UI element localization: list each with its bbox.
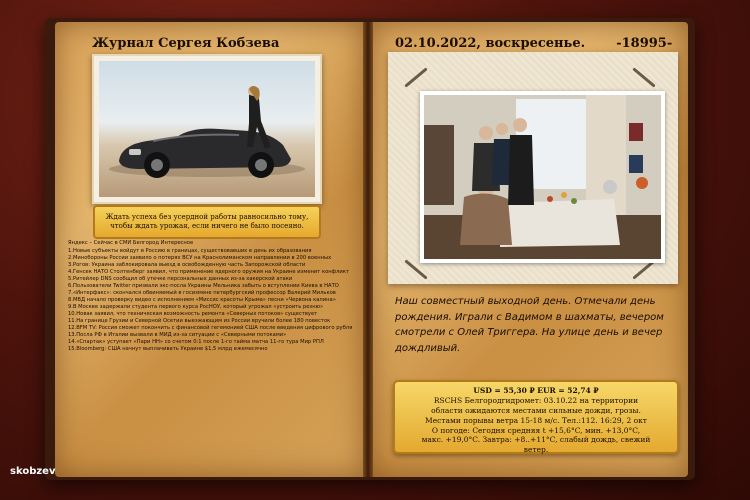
diary-entry-text: Наш совместный выходной день. Отмечали день рождения. Играли с Вадимом в шахматы, вечером смотрели с Олей Триггера. На улице день и вечер дождливый. (395, 296, 664, 354)
entry-date: 02.10.2022, воскресенье. (395, 36, 586, 51)
news-item[interactable]: 15.Bloomberg: США начнут выплачивать Украине $1,5 млрд ежемесячно (68, 346, 268, 353)
weather-line: О погоде: Сегодня средняя t +15,6°C, мин. +13,0°C, (431, 425, 641, 435)
news-item[interactable]: 11.На границе Грузии и Северной Осетии выезжающим из России вручили более 180 повесток (68, 318, 331, 325)
news-item[interactable]: 13.Посла РФ в Италии вызвали в МИД из-за ситуации с «Северными потоками» (68, 332, 287, 339)
hero-image-frame[interactable] (92, 54, 322, 204)
motivational-quote: Ждать успеха без усердной работы равносильно тому, чтобы ждать урожая, если ничего не было посеяно. (93, 205, 321, 239)
news-feed-header: Яндекс – Сейчас в СМИ Белгород Интересное (68, 240, 194, 246)
weather-line: ветер. (523, 445, 549, 455)
news-item[interactable]: 2.Минобороны России заявило о потерях ВСУ на Краснолиманском направлении в 200 военных (68, 255, 332, 262)
news-item[interactable]: 14.«Спартак» уступает «Пари НН» со счетом 0:1 после 1-го тайма матча 11-го тура Мир РПЛ (68, 339, 324, 346)
news-feed (68, 240, 358, 468)
news-item[interactable]: 12.BFM TV: Россия сможет покончить с финансовой гегемонией США после введения цифрового рубля (68, 325, 353, 332)
roadster-car-icon (99, 61, 315, 197)
weather-currency-box (393, 380, 679, 454)
news-item[interactable]: 4.Генсек НАТО Столтенберг заявил, что применение ядерного оружия на Украине изменит конфликт (68, 269, 349, 276)
news-item[interactable]: 7.«Интерфакс»: скончался обвиняемый в госизмене петербургский профессор Валерий Мильков (68, 290, 336, 297)
weather-line: Местами порывы ветра 15-18 м/с. Тел.:112. 16:29, 2 окт (425, 415, 647, 425)
news-item[interactable]: 5.Ритейлер DNS сообщил об утечке персональных данных из-за хакерской атаки (68, 276, 293, 283)
family-photo[interactable] (420, 91, 665, 263)
weather-line: макс. +19,0°C. Завтра: +8..+11°C, слабый дождь, свежий (421, 435, 651, 445)
news-item[interactable]: 6.Пользователи Twitter призвали экс-посла Украины Мельника забыть о вступлении Киева в НАТО (68, 283, 339, 290)
weather-line: области ожидаются местами сильные дожди, грозы. (431, 405, 641, 415)
currency-rates: USD = 55,30 ₽ EUR = 52,74 ₽ (473, 386, 599, 395)
author-watermark: skobzev (10, 466, 56, 477)
book-spine (363, 22, 373, 477)
news-item[interactable]: 3.Рогов: Украина заблокировала выезд в освобожденную часть Запорожской области (68, 262, 306, 269)
news-item[interactable]: 9.В Москве задержали студента первого курса РосНОУ, который угрожал «устроить резню» (68, 304, 324, 311)
journal-title: Журнал Сергея Кобзева (92, 36, 280, 51)
family-photo-icon (424, 95, 661, 259)
entry-number: -18995- (616, 36, 673, 51)
news-item[interactable]: 10.Новак заявил, что техническая возможность ремонта «Северных потоков» существует (68, 311, 318, 318)
weather-line: RSCHS Белгородгидромет: 03.10.22 на территории (433, 395, 639, 405)
entry-date-line (395, 36, 672, 51)
news-item[interactable]: 8.МВД начало проверку видео с исполнением «Миссис красоты Крыма» песни «Червона калина» (68, 297, 336, 304)
news-item[interactable]: 1.Новые субъекты войдут в Россию в границах, существовавших в день их образования (68, 248, 312, 255)
